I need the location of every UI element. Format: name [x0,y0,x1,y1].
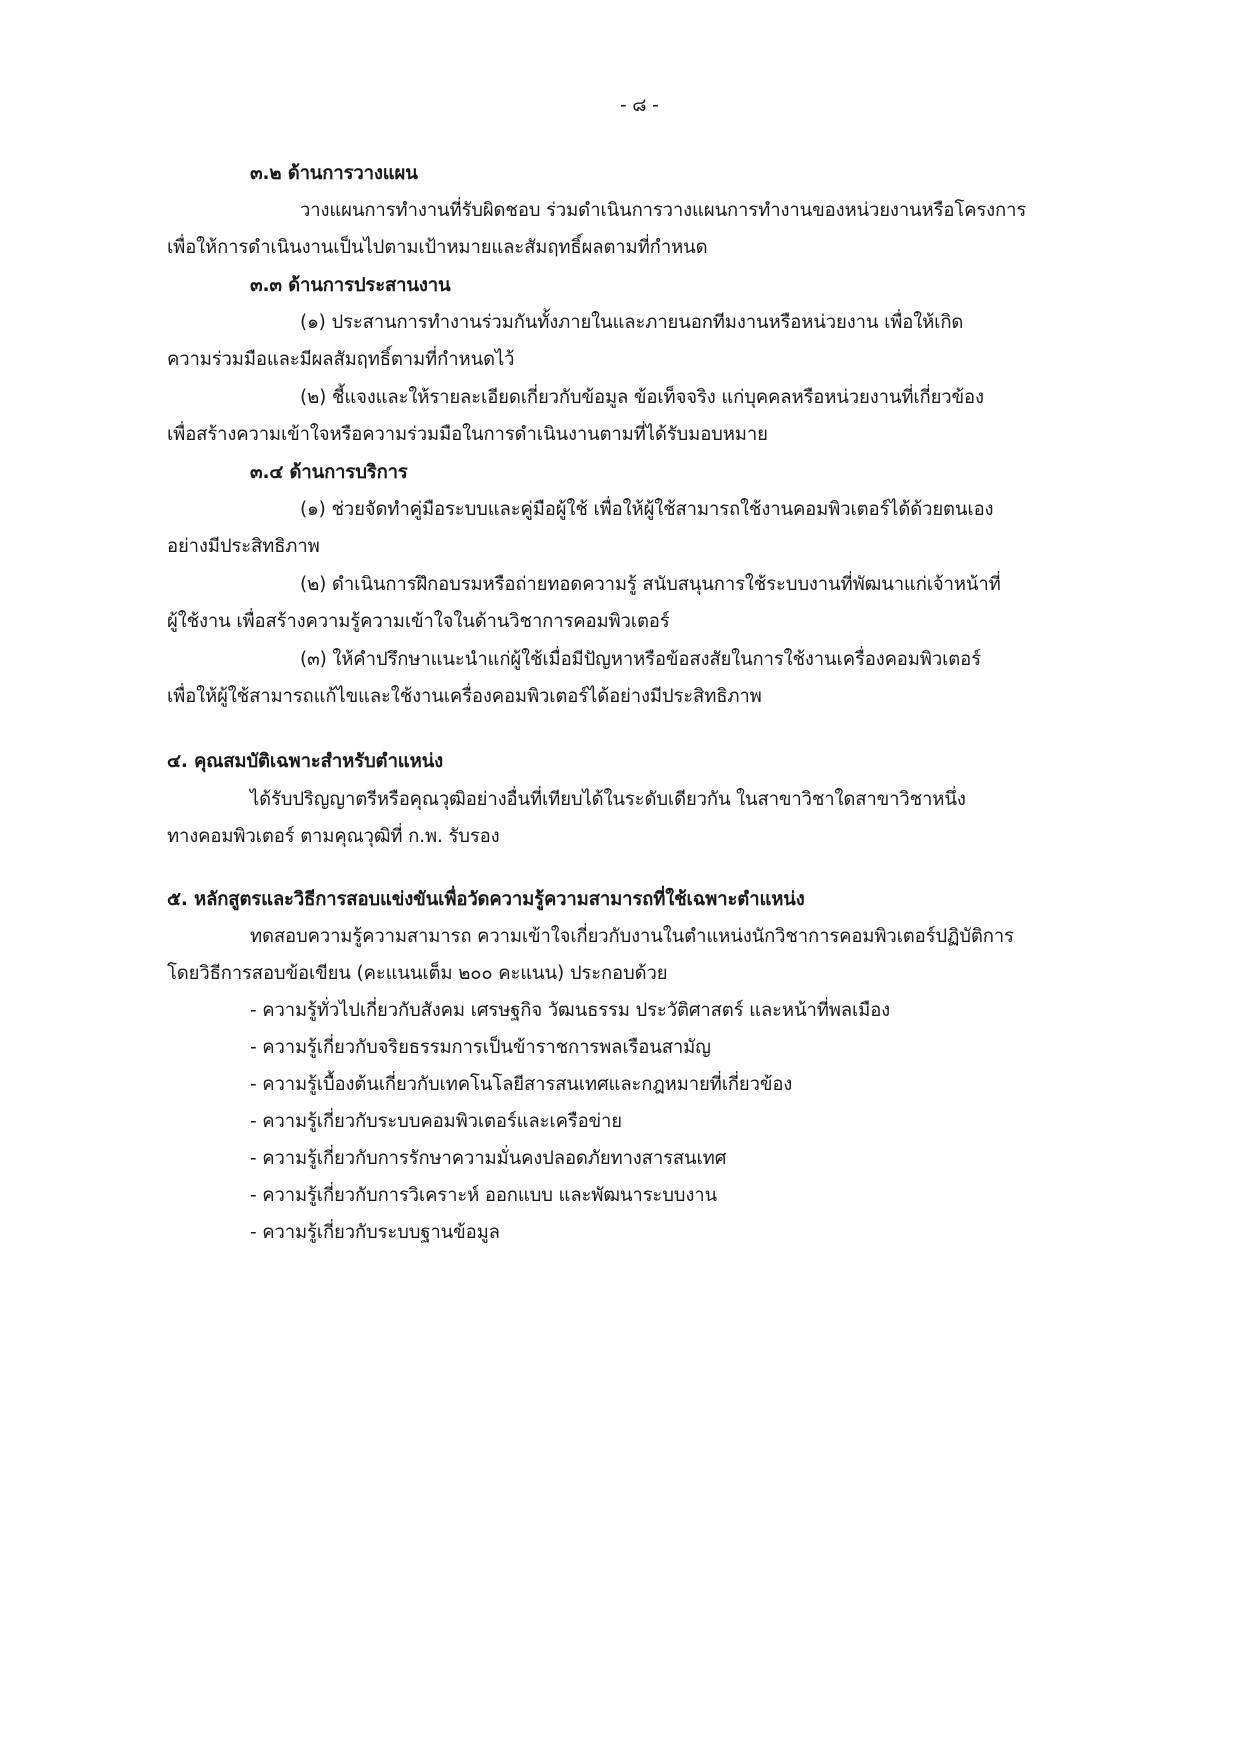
section-3-4-heading: ๓.๔ ด้านการบริการ [250,462,408,483]
exam-topic-item: - ความรู้เกี่ยวกับการวิเคราะห์ ออกแบบ และพัฒนาระบบงาน [250,1185,718,1206]
section-3-3-heading: ๓.๓ ด้านการประสานงาน [250,275,451,296]
exam-topic-item: - ความรู้เบื้องต้นเกี่ยวกับเทคโนโลยีสารสนเทศและกฎหมายที่เกี่ยวข้อง [250,1074,793,1095]
exam-topic-item: - ความรู้เกี่ยวกับระบบคอมพิวเตอร์และเครือข่าย [250,1111,622,1132]
section-3-4-line: อย่างมีประสิทธิภาพ [167,536,320,557]
section-3-4-line: ผู้ใช้งาน เพื่อสร้างความรู้ความเข้าใจในด้านวิชาการคอมพิวเตอร์ [167,611,670,632]
section-3-4-line: (๓) ให้คำปรึกษาแนะนำแก่ผู้ใช้เมื่อมีปัญหาหรือข้อสงสัยในการใช้งานเครื่องคอมพิวเตอร์ [300,649,981,670]
exam-topic-item: - ความรู้เกี่ยวกับการรักษาความมั่นคงปลอดภัยทางสารสนเทศ [250,1148,727,1169]
section-3-3-line: (๒) ชี้แจงและให้รายละเอียดเกี่ยวกับข้อมูล ข้อเท็จจริง แก่บุคคลหรือหน่วยงานที่เกี่ยวข้อง [300,387,984,408]
section-4-heading: ๔. คุณสมบัติเฉพาะสำหรับตำแหน่ง [167,751,444,772]
section-5-heading: ๕. หลักสูตรและวิธีการสอบแข่งขันเพื่อวัดความรู้ความสามารถที่ใช้เฉพาะตำแหน่ง [167,889,805,910]
section-3-3-line: เพื่อสร้างความเข้าใจหรือความร่วมมือในการดำเนินงานตามที่ได้รับมอบหมาย [167,424,768,445]
section-3-4-line: (๒) ดำเนินการฝึกอบรมหรือถ่ายทอดความรู้ สนับสนุนการใช้ระบบงานที่พัฒนาแก่เจ้าหน้าที่ [300,574,1001,595]
section-3-3-line: (๑) ประสานการทำงานร่วมกันทั้งภายในและภายนอกทีมงานหรือหน่วยงาน เพื่อให้เกิด [300,312,964,333]
page-number: - ๘ - [620,95,659,116]
exam-topic-item: - ความรู้ทั่วไปเกี่ยวกับสังคม เศรษฐกิจ วัฒนธรรม ประวัติศาสตร์ และหน้าที่พลเมือง [250,1000,891,1021]
exam-topic-item: - ความรู้เกี่ยวกับระบบฐานข้อมูล [250,1222,500,1243]
section-4-line: ทางคอมพิวเตอร์ ตามคุณวุฒิที่ ก.พ. รับรอง [167,826,500,847]
section-4-line: ได้รับปริญญาตรีหรือคุณวุฒิอย่างอื่นที่เทียบได้ในระดับเดียวกัน ในสาขาวิชาใดสาขาวิชาหนึ่ง [250,789,966,810]
section-3-2-line: เพื่อให้การดำเนินงานเป็นไปตามเป้าหมายและสัมฤทธิ์ผลตามที่กำหนด [167,237,708,258]
section-3-3-line: ความร่วมมือและมีผลสัมฤทธิ์ตามที่กำหนดไว้ [167,349,515,370]
section-3-2-line: วางแผนการทำงานที่รับผิดชอบ ร่วมดำเนินการวางแผนการทำงานของหน่วยงานหรือโครงการ [300,200,1027,221]
section-3-4-line: (๑) ช่วยจัดทำคู่มือระบบและคู่มือผู้ใช้ เพื่อให้ผู้ใช้สามารถใช้งานคอมพิวเตอร์ได้ด้วยตนเอง [300,499,994,520]
section-5-line: ทดสอบความรู้ความสามารถ ความเข้าใจเกี่ยวกับงานในตำแหน่งนักวิชาการคอมพิวเตอร์ปฏิบัติการ [250,926,1014,947]
section-3-4-line: เพื่อให้ผู้ใช้สามารถแก้ไขและใช้งานเครื่องคอมพิวเตอร์ได้อย่างมีประสิทธิภาพ [167,686,762,707]
exam-topic-item: - ความรู้เกี่ยวกับจริยธรรมการเป็นข้าราชการพลเรือนสามัญ [250,1037,711,1058]
section-5-line: โดยวิธีการสอบข้อเขียน (คะแนนเต็ม ๒๐๐ คะแนน) ประกอบด้วย [167,963,668,984]
section-3-2-heading: ๓.๒ ด้านการวางแผน [250,163,418,184]
